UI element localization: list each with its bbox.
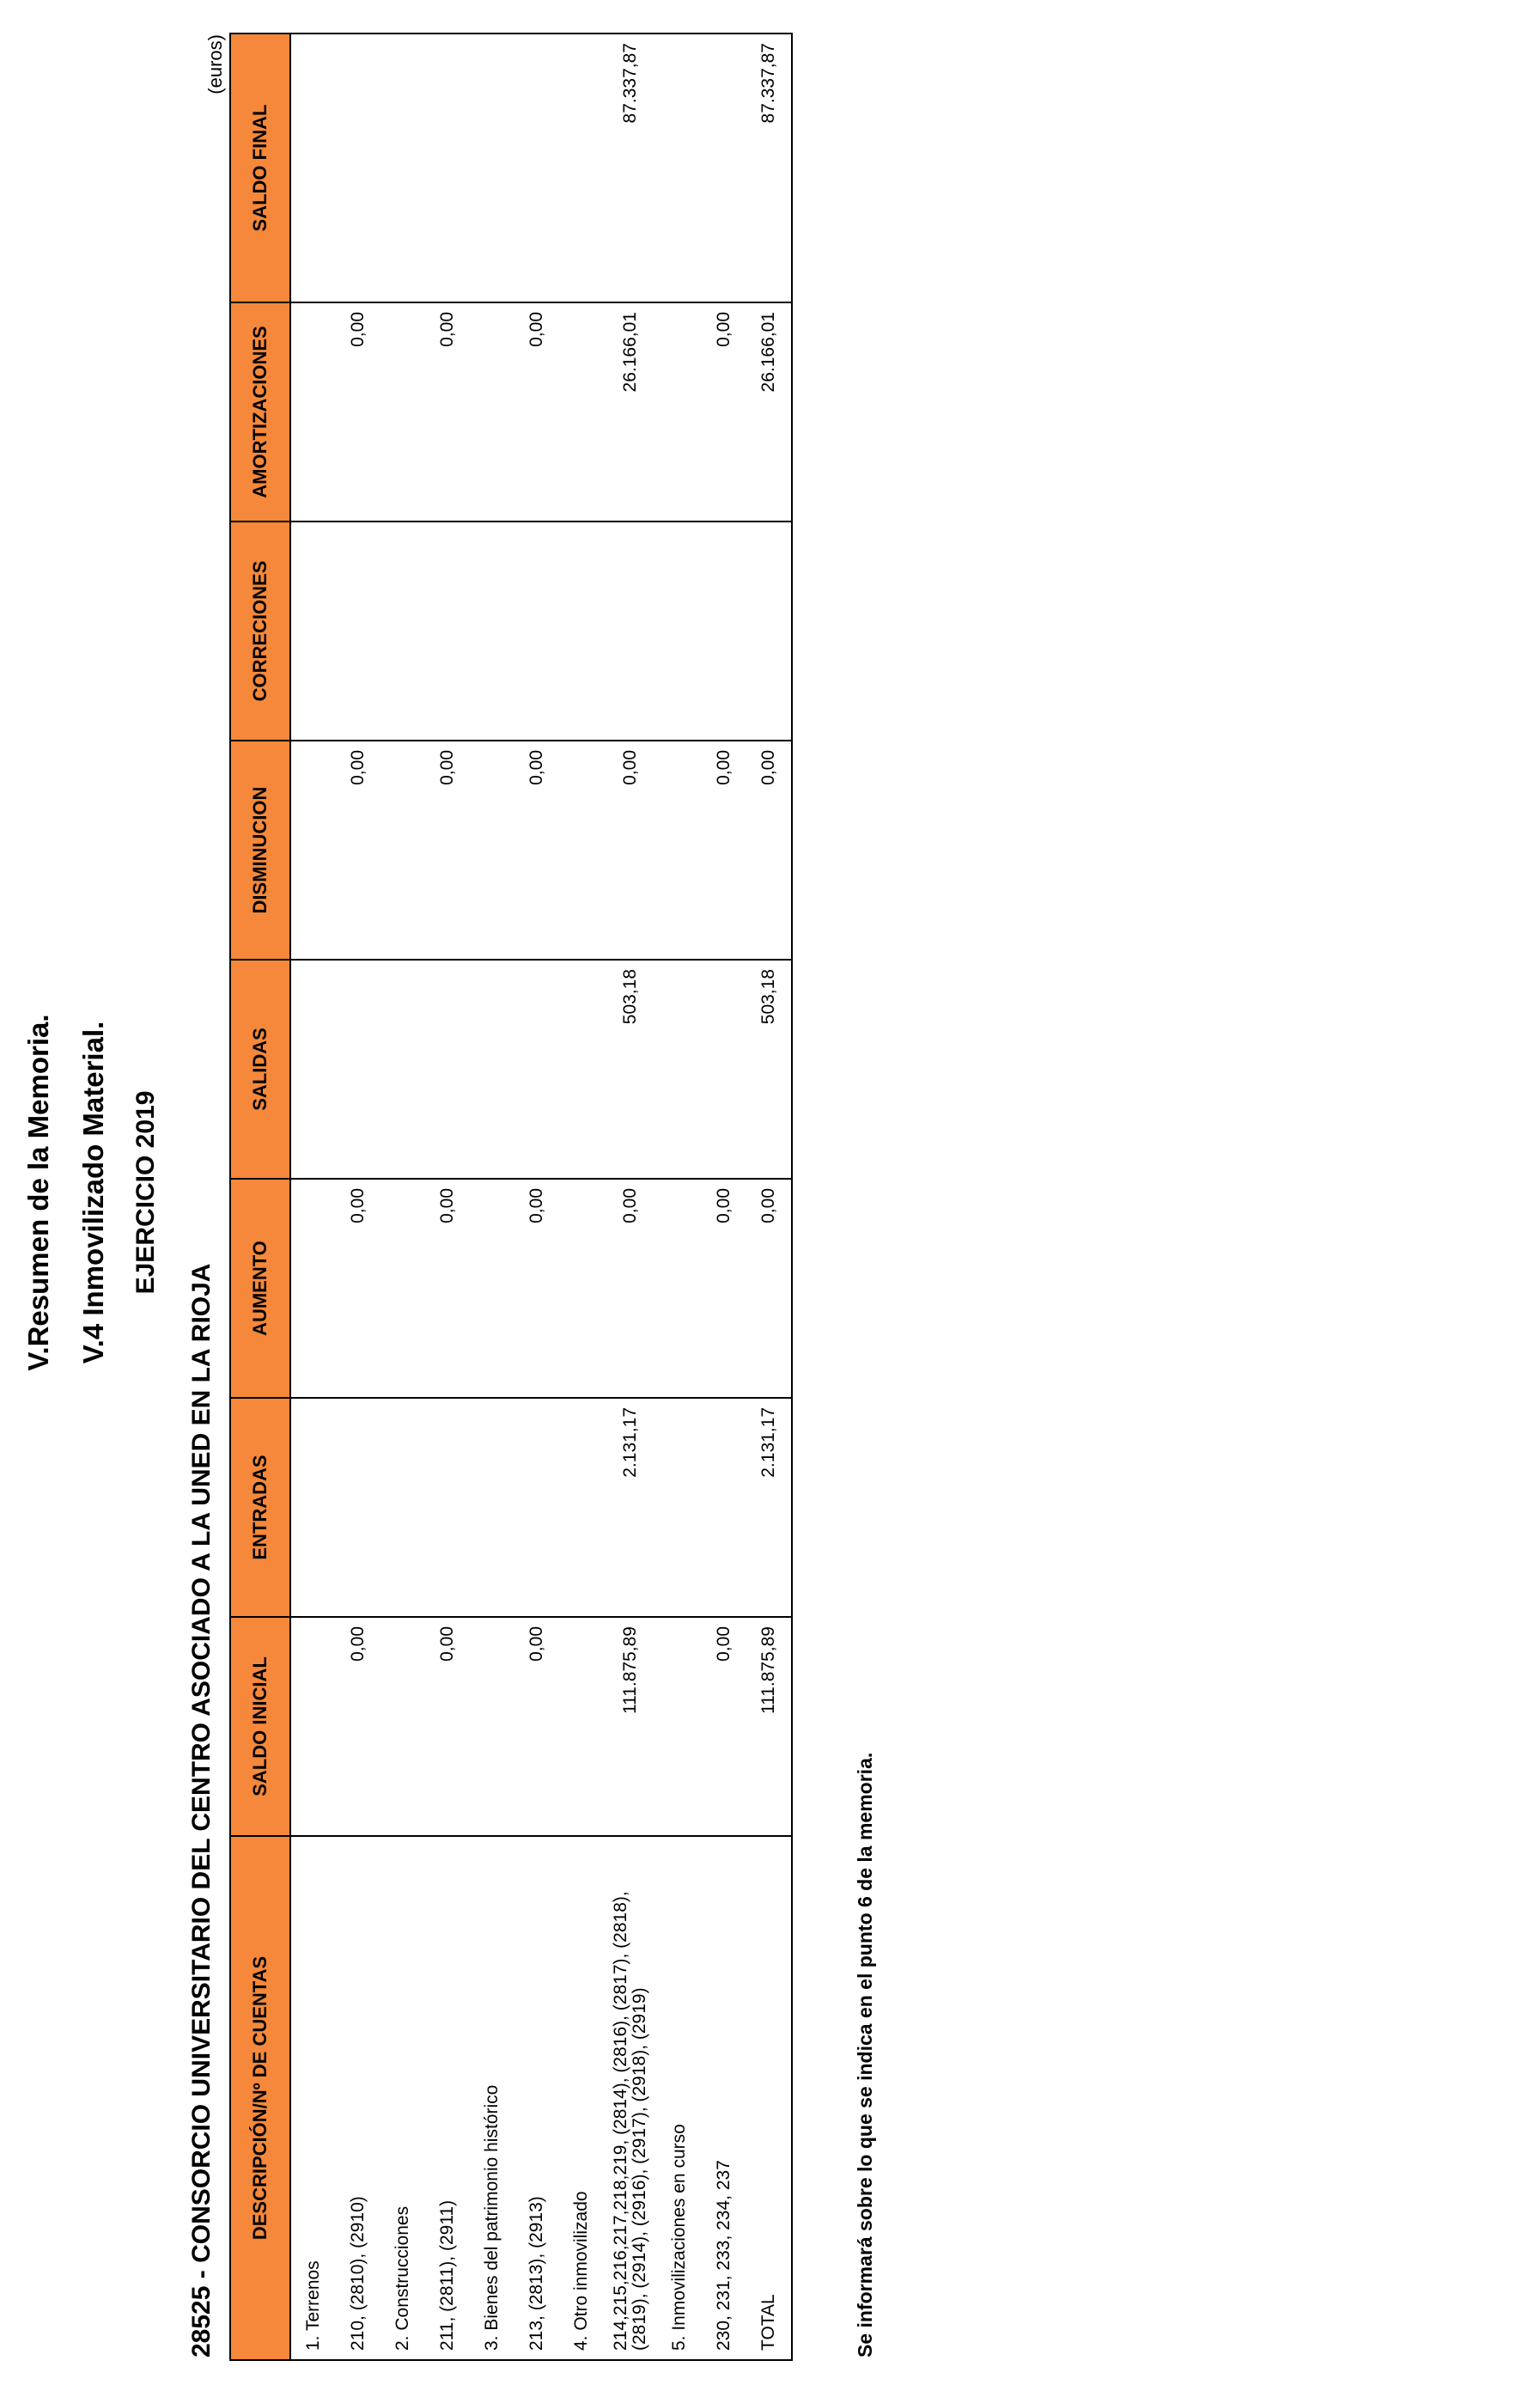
section-title: V.4 Inmovilizado Material. (77, 1021, 109, 1364)
cell-exits (559, 960, 604, 1179)
header-increase: AUMENTO (230, 1179, 290, 1398)
cell-depreciation: 0,00 (514, 302, 559, 522)
table-header-row (230, 34, 290, 2360)
cell-exits: 503,18 (604, 960, 657, 1179)
cell-increase: 0,00 (336, 1179, 380, 1398)
cell-exits (657, 960, 702, 1179)
footnote: Se informará sobre lo que se indica en el punto 6 de la memoria. (854, 1752, 876, 2358)
cell-corrections (380, 522, 425, 741)
cell-opening-balance: 111.875,89 (604, 1617, 657, 1836)
cell-closing-balance (290, 34, 336, 302)
cell-closing-balance (380, 34, 425, 302)
cell-exits (702, 960, 746, 1179)
cell-corrections (336, 522, 380, 741)
cell-corrections (604, 522, 657, 741)
cell-exits: 503,18 (746, 960, 792, 1179)
cell-increase: 0,00 (746, 1179, 792, 1398)
table-total-row (746, 34, 792, 2360)
cell-opening-balance (380, 1617, 425, 1836)
header-closing-balance: SALDO FINAL (230, 34, 290, 302)
table-row (470, 34, 514, 2360)
cell-depreciation: 0,00 (702, 302, 746, 522)
cell-opening-balance (657, 1617, 702, 1836)
cell-entries (514, 1398, 559, 1617)
cell-decrease: 0,00 (702, 741, 746, 960)
header-entries: ENTRADAS (230, 1398, 290, 1617)
cell-depreciation (290, 302, 336, 522)
cell-increase (470, 1179, 514, 1398)
cell-decrease: 0,00 (336, 741, 380, 960)
cell-opening-balance: 0,00 (514, 1617, 559, 1836)
table-row (380, 34, 425, 2360)
cell-decrease: 0,00 (514, 741, 559, 960)
table-row (425, 34, 470, 2360)
cell-description: 214,215,216,217,218,219, (2814), (2816), (2817), (2818), (2819), (2914), (2916), (2917), (2918), (2919) (604, 1836, 657, 2360)
cell-opening-balance: 0,00 (702, 1617, 746, 1836)
cell-decrease (470, 741, 514, 960)
cell-decrease: 0,00 (604, 741, 657, 960)
cell-opening-balance (470, 1617, 514, 1836)
entity-name: 28525 - CONSORCIO UNIVERSITARIO DEL CENTRO ASOCIADO A LA UNED EN LA RIOJA (187, 1263, 216, 2358)
cell-depreciation (559, 302, 604, 522)
cell-increase (657, 1179, 702, 1398)
cell-decrease (657, 741, 702, 960)
header-decrease: DISMINUCION (230, 741, 290, 960)
cell-increase: 0,00 (425, 1179, 470, 1398)
cell-entries (425, 1398, 470, 1617)
cell-depreciation: 26.166,01 (746, 302, 792, 522)
cell-opening-balance: 0,00 (425, 1617, 470, 1836)
cell-closing-balance (425, 34, 470, 302)
cell-depreciation (657, 302, 702, 522)
cell-increase: 0,00 (702, 1179, 746, 1398)
memory-summary-title: V.Resumen de la Memoria. (22, 1014, 54, 1371)
table-row (657, 34, 702, 2360)
cell-increase: 0,00 (604, 1179, 657, 1398)
header-corrections: CORRECIONES (230, 522, 290, 741)
cell-description: 213, (2813), (2913) (514, 1836, 559, 2360)
cell-entries (470, 1398, 514, 1617)
cell-opening-balance (559, 1617, 604, 1836)
cell-closing-balance (336, 34, 380, 302)
cell-exits (290, 960, 336, 1179)
header-depreciation: AMORTIZACIONES (230, 302, 290, 522)
cell-entries: 2.131,17 (604, 1398, 657, 1617)
header-opening-balance: SALDO INICIAL (230, 1617, 290, 1836)
cell-depreciation: 26.166,01 (604, 302, 657, 522)
cell-corrections (425, 522, 470, 741)
cell-opening-balance: 0,00 (336, 1617, 380, 1836)
cell-decrease (380, 741, 425, 960)
cell-closing-balance: 87.337,87 (604, 34, 657, 302)
cell-depreciation: 0,00 (425, 302, 470, 522)
table-row (514, 34, 559, 2360)
cell-corrections (746, 522, 792, 741)
cell-corrections (514, 522, 559, 741)
cell-exits (425, 960, 470, 1179)
table-row (290, 34, 336, 2360)
cell-decrease: 0,00 (746, 741, 792, 960)
cell-closing-balance (702, 34, 746, 302)
cell-exits (470, 960, 514, 1179)
header-description: DESCRIPCIÓN/Nº DE CUENTAS (230, 1836, 290, 2360)
currency-unit: (euros) (204, 34, 226, 95)
cell-description: 1. Terrenos (290, 1836, 336, 2360)
cell-closing-balance (559, 34, 604, 302)
table-row (559, 34, 604, 2360)
cell-entries (702, 1398, 746, 1617)
cell-increase (380, 1179, 425, 1398)
cell-description: 211, (2811), (2911) (425, 1836, 470, 2360)
header-exits: SALIDAS (230, 960, 290, 1179)
cell-exits (336, 960, 380, 1179)
cell-exits (514, 960, 559, 1179)
cell-depreciation (470, 302, 514, 522)
cell-entries (380, 1398, 425, 1617)
cell-corrections (657, 522, 702, 741)
cell-description: 5. Inmovilizaciones en curso (657, 1836, 702, 2360)
table-row (702, 34, 746, 2360)
cell-opening-balance (290, 1617, 336, 1836)
cell-increase (290, 1179, 336, 1398)
cell-entries: 2.131,17 (746, 1398, 792, 1617)
cell-corrections (702, 522, 746, 741)
cell-closing-balance: 87.337,87 (746, 34, 792, 302)
cell-corrections (470, 522, 514, 741)
cell-description: 3. Bienes del patrimonio histórico (470, 1836, 514, 2360)
cell-entries (559, 1398, 604, 1617)
cell-corrections (559, 522, 604, 741)
cell-decrease (290, 741, 336, 960)
exercise-year: EJERCICIO 2019 (131, 1090, 160, 1295)
cell-increase (559, 1179, 604, 1398)
cell-opening-balance: 111.875,89 (746, 1617, 792, 1836)
cell-corrections (290, 522, 336, 741)
cell-decrease (559, 741, 604, 960)
cell-description: 4. Otro inmovilizado (559, 1836, 604, 2360)
cell-exits (380, 960, 425, 1179)
cell-entries (290, 1398, 336, 1617)
cell-depreciation (380, 302, 425, 522)
cell-depreciation: 0,00 (336, 302, 380, 522)
table-row (604, 34, 657, 2360)
cell-closing-balance (514, 34, 559, 302)
cell-entries (336, 1398, 380, 1617)
cell-description: TOTAL (746, 1836, 792, 2360)
cell-increase: 0,00 (514, 1179, 559, 1398)
cell-description: 2. Construcciones (380, 1836, 425, 2360)
cell-description: 230, 231, 233, 234, 237 (702, 1836, 746, 2360)
cell-decrease: 0,00 (425, 741, 470, 960)
cell-closing-balance (657, 34, 702, 302)
cell-description: 210, (2810), (2910) (336, 1836, 380, 2360)
fixed-assets-table (229, 33, 793, 2361)
cell-entries (657, 1398, 702, 1617)
table-row (336, 34, 380, 2360)
cell-closing-balance (470, 34, 514, 302)
